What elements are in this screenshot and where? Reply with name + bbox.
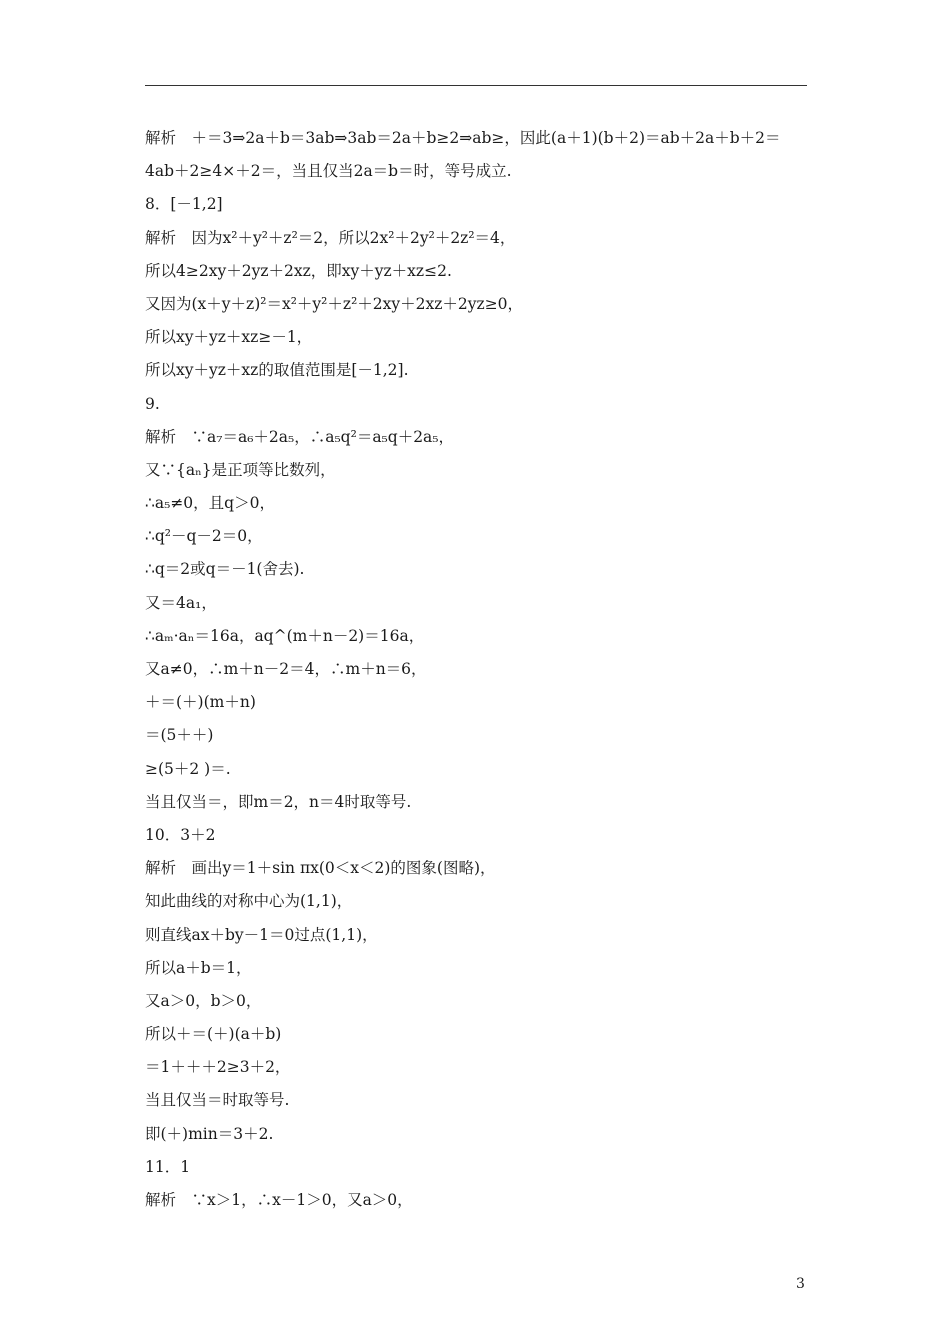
text-line: 所以a＋b＝1， — [145, 958, 252, 977]
text-line: 则直线ax＋by－1＝0过点(1,1)， — [145, 925, 378, 944]
text-line: 11．1 — [145, 1157, 191, 1176]
text-line: 所以＋＝(＋)(a＋b) — [145, 1025, 282, 1044]
text-line: 又因为(x＋y＋z)²＝x²＋y²＋z²＋2xy＋2xz＋2yz≥0， — [145, 294, 524, 313]
page-number: 3 — [796, 1276, 805, 1292]
text-line: 所以xy＋yz＋xz的取值范围是[－1,2]. — [145, 361, 409, 380]
text-line: 所以xy＋yz＋xz≥－1， — [145, 328, 313, 347]
text-line: 即(＋)min＝3＋2. — [145, 1124, 274, 1143]
text-line: 又a＞0，b＞0， — [145, 991, 262, 1010]
text-line: ＋＝(＋)(m＋n) — [145, 693, 256, 712]
text-line: ∴aₘ·aₙ＝16a，aq^(m＋n－2)＝16a， — [145, 626, 425, 645]
text-line: 解析 因为x²＋y²＋z²＝2，所以2x²＋2y²＋2z²＝4， — [145, 228, 516, 247]
text-line: 当且仅当＝时取等号. — [145, 1091, 290, 1110]
text-line: ∴a₅≠0，且q＞0， — [145, 494, 275, 513]
text-line: 又∵{aₙ}是正项等比数列， — [145, 460, 336, 479]
text-line: 所以4≥2xy＋2yz＋2xz，即xy＋yz＋xz≤2. — [145, 261, 452, 280]
text-line: 9. — [145, 394, 160, 413]
text-line: 解析 ＋＝3⇒2a＋b＝3ab⇒3ab＝2a＋b≥2⇒ab≥，因此(a＋1)(b＋2)＝ab＋2a＋b＋2＝ — [145, 129, 781, 147]
text-line: 8．[－1,2] — [145, 195, 223, 214]
text-line: 知此曲线的对称中心为(1,1)， — [145, 892, 353, 911]
text-line: 当且仅当＝，即m＝2，n＝4时取等号. — [145, 792, 412, 811]
document-body — [145, 122, 810, 1217]
text-line: 又＝4a₁， — [145, 593, 217, 612]
text-line: ＝1＋＋＋2≥3＋2， — [145, 1058, 291, 1077]
text-line: ＝(5＋＋) — [145, 726, 214, 745]
text-line: ≥(5＋2 )＝. — [145, 759, 231, 778]
text-line: 解析 ∵a₇＝a₆＋2a₅，∴a₅q²＝a₅q＋2a₅， — [145, 427, 455, 446]
text-line: 解析 画出y＝1＋sin πx(0＜x＜2)的图象(图略)， — [145, 859, 496, 878]
text-line: 又a≠0，∴m＋n－2＝4，∴m＋n＝6， — [145, 660, 427, 678]
text-line: 解析 ∵x＞1，∴x－1＞0，又a＞0， — [145, 1191, 413, 1209]
header-rule — [145, 85, 807, 86]
text-line: ∴q＝2或q＝－1(舍去). — [145, 560, 305, 579]
text-line: 10．3＋2 — [145, 825, 216, 844]
text-line: 4ab＋2≥4×＋2＝，当且仅当2a＝b＝时，等号成立. — [145, 162, 512, 181]
text-line: ∴q²－q－2＝0， — [145, 527, 263, 546]
